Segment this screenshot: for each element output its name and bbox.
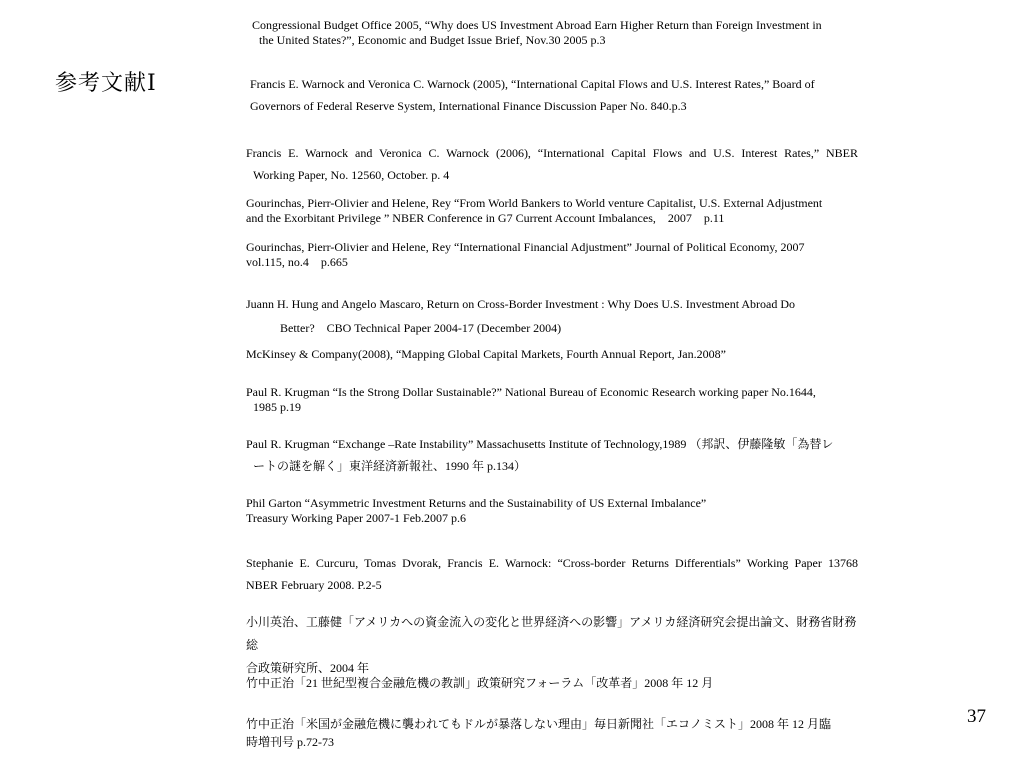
reference-item [246, 347, 858, 362]
reference-line: Paul R. Krugman “Exchange –Rate Instability” Massachusetts Institute of Technology,1989 （邦訳、伊藤隆敏「為替レ [246, 437, 834, 451]
reference-line: Francis E. Warnock and Veronica C. Warnock (2005), “International Capital Flows and U.S. Interest Rates,” Board of [250, 77, 815, 91]
reference-line: Francis E. Warnock and Veronica C. Warnock (2006), “International Capital Flows and U.S. Interest Rates,” NBER [246, 146, 858, 160]
reference-item [252, 18, 852, 48]
reference-line: 竹中正治「米国が金融危機に襲われてもドルが暴落しない理由」毎日新聞社「エコノミスト」2008 年 12 月臨 [246, 717, 832, 731]
reference-line: ートの謎を解く」東洋経済新報社、1990 年 p.134） [253, 459, 527, 473]
reference-line: Stephanie E. Curcuru, Tomas Dvorak, Francis E. Warnock: “Cross-border Returns Differentials” Working Paper 13768 [246, 556, 858, 570]
reference-item [246, 496, 858, 526]
reference-line: McKinsey & Company(2008), “Mapping Global Capital Markets, Fourth Annual Report, Jan.2008” [246, 347, 726, 361]
reference-line: Governors of Federal Reserve System, International Finance Discussion Paper No. 840.p.3 [250, 99, 687, 113]
reference-line: Congressional Budget Office 2005, “Why does US Investment Abroad Earn Higher Return than Foreign Investment in [252, 18, 822, 32]
page-number: 37 [967, 706, 986, 727]
reference-item [246, 611, 858, 680]
reference-line: Treasury Working Paper 2007-1 Feb.2007 p.6 [246, 511, 467, 525]
reference-line: Juann H. Hung and Angelo Mascaro, Return on Cross-Border Investment : Why Does U.S. Investment Abroad Do [246, 297, 796, 311]
reference-item [246, 142, 858, 186]
reference-line: Working Paper, No. 12560, October. p. 4 [253, 168, 450, 182]
reference-line: Gourinchas, Pierr-Olivier and Helene, Rey “From World Bankers to World venture Capitalist, U.S. External Adjustment [246, 196, 823, 210]
reference-line: and the Exorbitant Privilege ” NBER Conference in G7 Current Account Imbalances, 2007 p.11 [246, 211, 725, 225]
reference-item [246, 385, 858, 415]
reference-item [250, 73, 850, 117]
reference-item [246, 552, 858, 596]
reference-item [246, 715, 858, 751]
slide-title: 参考文献Ⅰ [55, 70, 157, 95]
reference-line: vol.115, no.4 p.665 [246, 255, 348, 269]
reference-line: Phil Garton “Asymmetric Investment Returns and the Sustainability of US External Imbalance” [246, 496, 707, 510]
reference-line: 時増刊号 p.72-73 [246, 735, 334, 749]
reference-item [246, 196, 858, 226]
reference-line: NBER February 2008. P.2-5 [246, 578, 382, 592]
reference-item [246, 433, 858, 477]
reference-line: Better? CBO Technical Paper 2004-17 (December 2004) [280, 321, 562, 335]
reference-line: 竹中正治「21 世紀型複合金融危機の教訓」政策研究フォーラム「改革者」2008 年 12 月 [246, 676, 714, 690]
reference-line: 合政策研究所、2004 年 [246, 661, 370, 675]
reference-line: 小川英治、工藤健「アメリカへの資金流入の変化と世界経済への影響」アメリカ経済研究会提出論文、財務省財務総 [246, 615, 857, 652]
reference-item [246, 240, 858, 270]
reference-line: Paul R. Krugman “Is the Strong Dollar Sustainable?” National Bureau of Economic Research working paper No.1644, [246, 385, 816, 399]
reference-item [246, 676, 858, 691]
reference-line: Gourinchas, Pierr-Olivier and Helene, Rey “International Financial Adjustment” Journal of Political Economy, 2007 [246, 240, 805, 254]
reference-line: the United States?”, Economic and Budget Issue Brief, Nov.30 2005 p.3 [259, 33, 606, 47]
reference-line: 1985 p.19 [253, 400, 301, 414]
reference-item [246, 292, 858, 340]
